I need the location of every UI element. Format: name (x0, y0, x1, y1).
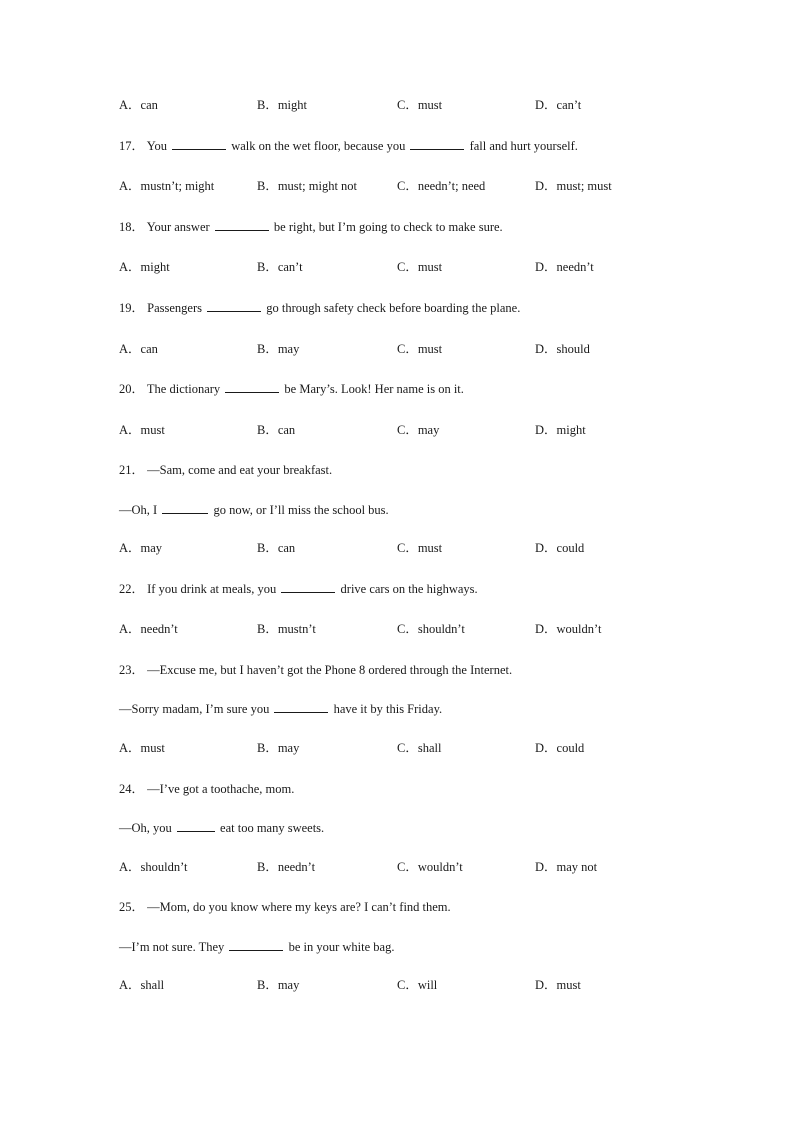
option-d[interactable]: D．could (535, 741, 585, 755)
q23-reply (119, 701, 442, 717)
q21-stem (119, 462, 332, 478)
q20-options (119, 422, 679, 438)
stem-text: The dictionary (146, 382, 221, 396)
stem-text: —I’ve got a toothache, mom. (147, 782, 295, 796)
stem-text: —Excuse me, but I haven’t got the Phone 8 ordered through the Internet. (147, 663, 513, 677)
option-c[interactable]: C．must (397, 541, 443, 555)
stem-text: Your answer (146, 220, 210, 234)
q23-options (119, 740, 679, 756)
option-a[interactable]: A．may (119, 541, 163, 555)
option-b[interactable]: B．can’t (257, 260, 303, 274)
answer-blank (229, 939, 283, 951)
q25-reply (119, 939, 394, 955)
answer-blank (410, 138, 464, 150)
stem-text: —Mom, do you know where my keys are? I can’t find them. (147, 900, 451, 914)
answer-blank (225, 381, 279, 393)
question-number: 25． (119, 900, 145, 914)
option-c[interactable]: C．needn’t; need (397, 179, 486, 193)
answer-blank (281, 581, 335, 593)
q24-options (119, 859, 679, 875)
option-b[interactable]: B．needn’t (257, 860, 316, 874)
option-c[interactable]: C．shouldn’t (397, 622, 465, 636)
answer-blank (207, 300, 261, 312)
question-number: 21． (119, 463, 145, 477)
option-b[interactable]: B．mustn’t (257, 622, 316, 636)
option-c[interactable]: C．must (397, 342, 443, 356)
q24-reply (119, 820, 324, 836)
stem-text: eat too many sweets. (220, 821, 325, 835)
option-a[interactable]: A．can (119, 98, 158, 112)
option-c[interactable]: C．may (397, 423, 440, 437)
stem-text: —Sam, come and eat your breakfast. (147, 463, 333, 477)
option-d[interactable]: D．might (535, 423, 586, 437)
q18-stem (119, 219, 503, 235)
q20-stem (119, 381, 464, 397)
q19-options (119, 341, 679, 357)
option-d[interactable]: D．must; must (535, 179, 612, 193)
q25-stem (119, 899, 451, 915)
q22-stem (119, 581, 478, 597)
stem-text: —Sorry madam, I’m sure you (119, 702, 270, 716)
stem-text: —Oh, I (119, 503, 158, 517)
option-d[interactable]: D．wouldn’t (535, 622, 602, 636)
question-number: 18． (119, 220, 145, 234)
q24-stem (119, 781, 294, 797)
stem-text: have it by this Friday. (333, 702, 443, 716)
answer-blank (215, 219, 269, 231)
option-a[interactable]: A．must (119, 423, 165, 437)
stem-text: be in your white bag. (288, 940, 395, 954)
option-d[interactable]: D．must (535, 978, 581, 992)
question-number: 20． (119, 382, 145, 396)
option-b[interactable]: B．may (257, 978, 300, 992)
option-c[interactable]: C．will (397, 978, 438, 992)
question-number: 24． (119, 782, 145, 796)
option-a[interactable]: A．mustn’t; might (119, 179, 215, 193)
q21-reply (119, 502, 389, 518)
stem-text: drive cars on the highways. (340, 582, 478, 596)
q16-options (119, 97, 679, 113)
answer-blank (177, 820, 215, 832)
question-number: 22． (119, 582, 145, 596)
q17-stem (119, 138, 578, 154)
option-c[interactable]: C．must (397, 260, 443, 274)
option-b[interactable]: B．may (257, 342, 300, 356)
option-b[interactable]: B．can (257, 541, 296, 555)
q23-stem (119, 662, 512, 678)
stem-text: fall and hurt yourself. (469, 139, 578, 153)
q22-options (119, 621, 679, 637)
stem-text: If you drink at meals, you (147, 582, 277, 596)
option-a[interactable]: A．must (119, 741, 165, 755)
answer-blank (172, 138, 226, 150)
option-d[interactable]: D．may not (535, 860, 598, 874)
q19-stem (119, 300, 520, 316)
question-number: 23． (119, 663, 145, 677)
stem-text: You (146, 139, 167, 153)
option-d[interactable]: D．could (535, 541, 585, 555)
q25-options (119, 977, 679, 993)
option-a[interactable]: A．can (119, 342, 158, 356)
question-number: 17． (119, 139, 145, 153)
option-b[interactable]: B．may (257, 741, 300, 755)
stem-text: —Oh, you (119, 821, 172, 835)
stem-text: go through safety check before boarding the plane. (266, 301, 521, 315)
option-a[interactable]: A．shouldn’t (119, 860, 188, 874)
option-c[interactable]: C．shall (397, 741, 442, 755)
stem-text: go now, or I’ll miss the school bus. (213, 503, 389, 517)
stem-text: —I’m not sure. They (119, 940, 225, 954)
q21-options (119, 540, 679, 556)
option-d[interactable]: D．needn’t (535, 260, 594, 274)
stem-text: be Mary’s. Look! Her name is on it. (284, 382, 464, 396)
option-b[interactable]: B．can (257, 423, 296, 437)
answer-blank (274, 701, 328, 713)
question-number: 19． (119, 301, 145, 315)
answer-blank (162, 502, 208, 514)
option-c[interactable]: C．wouldn’t (397, 860, 463, 874)
stem-text: walk on the wet floor, because you (231, 139, 406, 153)
option-a[interactable]: A．might (119, 260, 170, 274)
q18-options (119, 259, 679, 275)
q17-options (119, 178, 679, 194)
option-d[interactable]: D．can’t (535, 98, 582, 112)
option-c[interactable]: C．must (397, 98, 443, 112)
stem-text: Passengers (147, 301, 202, 315)
option-d[interactable]: D．should (535, 342, 590, 356)
option-a[interactable]: A．shall (119, 978, 165, 992)
option-b[interactable]: B．must; might not (257, 179, 358, 193)
stem-text: be right, but I’m going to check to make sure. (273, 220, 503, 234)
option-a[interactable]: A．needn’t (119, 622, 178, 636)
option-b[interactable]: B．might (257, 98, 308, 112)
